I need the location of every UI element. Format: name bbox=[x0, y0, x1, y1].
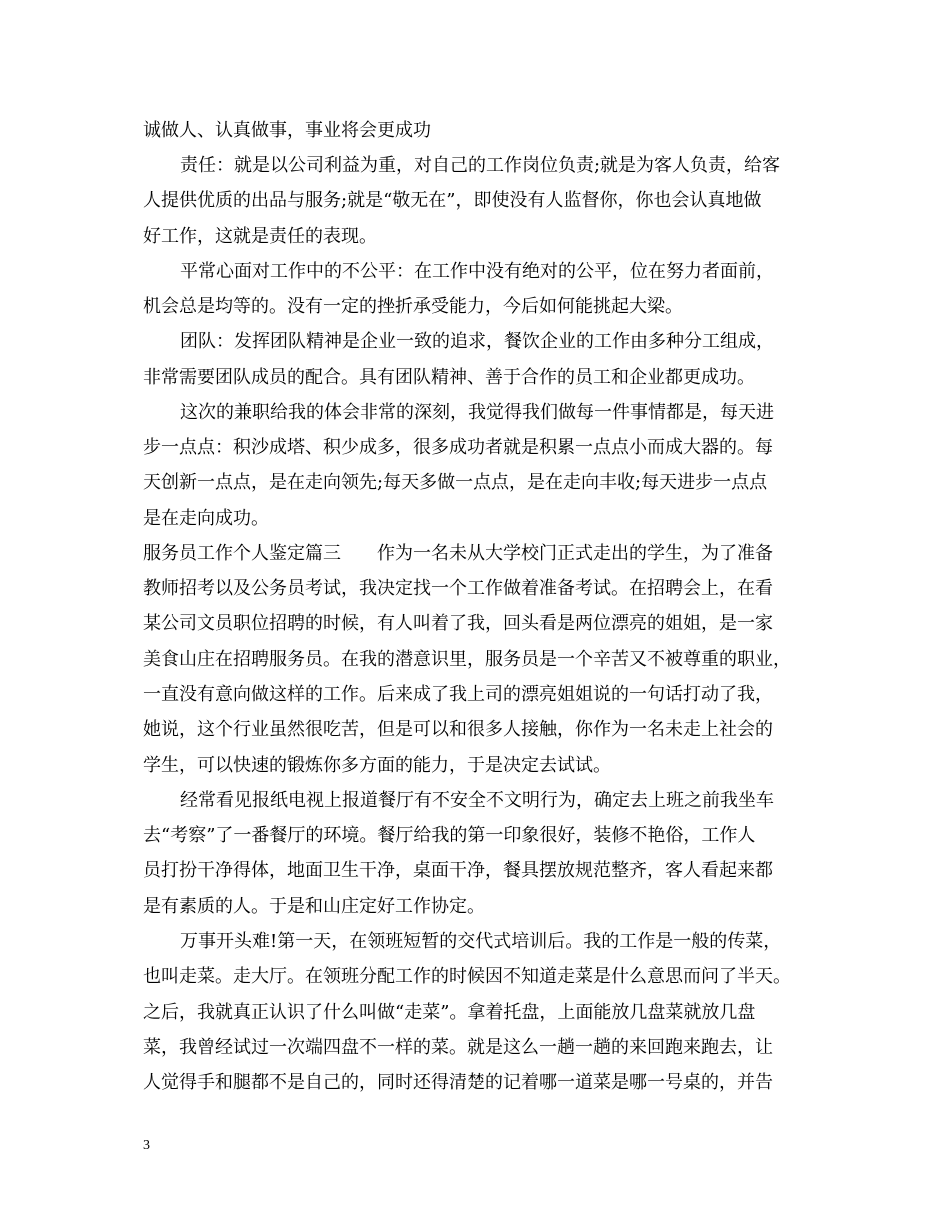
text-line: 人提供优质的出品与服务;就是“敬无在”，即使没有人监督你，你也会认真地做 bbox=[143, 190, 762, 211]
paragraph-start-line: 万事开头难!第一天，在领班短暂的交代式培训后。我的工作是一般的传菜， bbox=[180, 931, 782, 952]
text-line: 非常需要团队成员的配合。具有团队精神、善于合作的员工和企业都更成功。 bbox=[143, 367, 755, 388]
text-line: 步一点点：积沙成塔、积少成多，很多成功者就是积累一点点小而成大器的。每 bbox=[143, 437, 773, 458]
text-line: 学生，可以快速的锻炼你多方面的能力，于是决定去试试。 bbox=[143, 755, 611, 776]
paragraph-start-line: 平常心面对工作中的不公平：在工作中没有绝对的公平，位在努力者面前， bbox=[180, 261, 774, 282]
text-line: 之后，我就真正认识了什么叫做“走菜”。拿着托盘，上面能放几盘菜就放几盘 bbox=[143, 1002, 756, 1023]
text-line: 教师招考以及公务员考试，我决定找一个工作做着准备考试。在招聘会上，在看 bbox=[143, 578, 773, 599]
text-line: 一直没有意向做这样的工作。后来成了我上司的漂亮姐姐说的一句话打动了我， bbox=[143, 684, 773, 705]
section-heading-line: 服务员工作个人鉴定篇三 作为一名未从大学校门正式走出的学生，为了准备 bbox=[143, 543, 773, 564]
text-line: 某公司文员职位招聘的时候，有人叫着了我，回头看是两位漂亮的姐姐，是一家 bbox=[143, 613, 773, 634]
text-line: 人觉得手和腿都不是自己的，同时还得清楚的记着哪一道菜是哪一号桌的，并告 bbox=[143, 1072, 773, 1093]
text-line: 机会总是均等的。没有一定的挫折承受能力，今后如何能挑起大梁。 bbox=[143, 296, 683, 317]
text-line: 是在走向成功。 bbox=[143, 508, 269, 529]
paragraph-start-line: 经常看见报纸电视上报道餐厅有不安全不文明行为，确定去上班之前我坐车 bbox=[180, 790, 774, 811]
paragraph-start-line: 责任：就是以公司利益为重，对自己的工作岗位负责;就是为客人负责，给客 bbox=[180, 155, 781, 176]
text-line: 她说，这个行业虽然很吃苦，但是可以和很多人接触，你作为一名未走上社会的 bbox=[143, 719, 773, 740]
text-line: 去“考察”了一番餐厅的环境。餐厅给我的第一印象很好，装修不艳俗，工作人 bbox=[143, 825, 756, 846]
text-line: 菜，我曾经试过一次端四盘不一样的菜。就是这么一趟一趟的来回跑来跑去，让 bbox=[143, 1037, 773, 1058]
text-line: 员打扮干净得体，地面卫生干净，桌面干净，餐具摆放规范整齐，客人看起来都 bbox=[143, 860, 773, 881]
paragraph-start-line: 这次的兼职给我的体会非常的深刻，我觉得我们做每一件事情都是，每天进 bbox=[180, 402, 774, 423]
paragraph-start-line: 团队：发挥团队精神是企业一致的追求，餐饮企业的工作由多种分工组成， bbox=[180, 331, 774, 352]
text-line: 诚做人、认真做事，事业将会更成功 bbox=[143, 120, 431, 141]
text-line: 也叫走菜。走大厅。在领班分配工作的时候因不知道走菜是什么意思而问了半天。 bbox=[143, 966, 791, 987]
text-line: 天创新一点点，是在走向领先;每天多做一点点，是在走向丰收;每天进步一点点 bbox=[143, 472, 768, 493]
page-number: 3 bbox=[143, 1138, 150, 1153]
text-line: 是有素质的人。于是和山庄定好工作协定。 bbox=[143, 896, 485, 917]
text-line: 美食山庄在招聘服务员。在我的潜意识里，服务员是一个辛苦又不被尊重的职业， bbox=[143, 649, 791, 670]
text-line: 好工作，这就是责任的表现。 bbox=[143, 226, 377, 247]
